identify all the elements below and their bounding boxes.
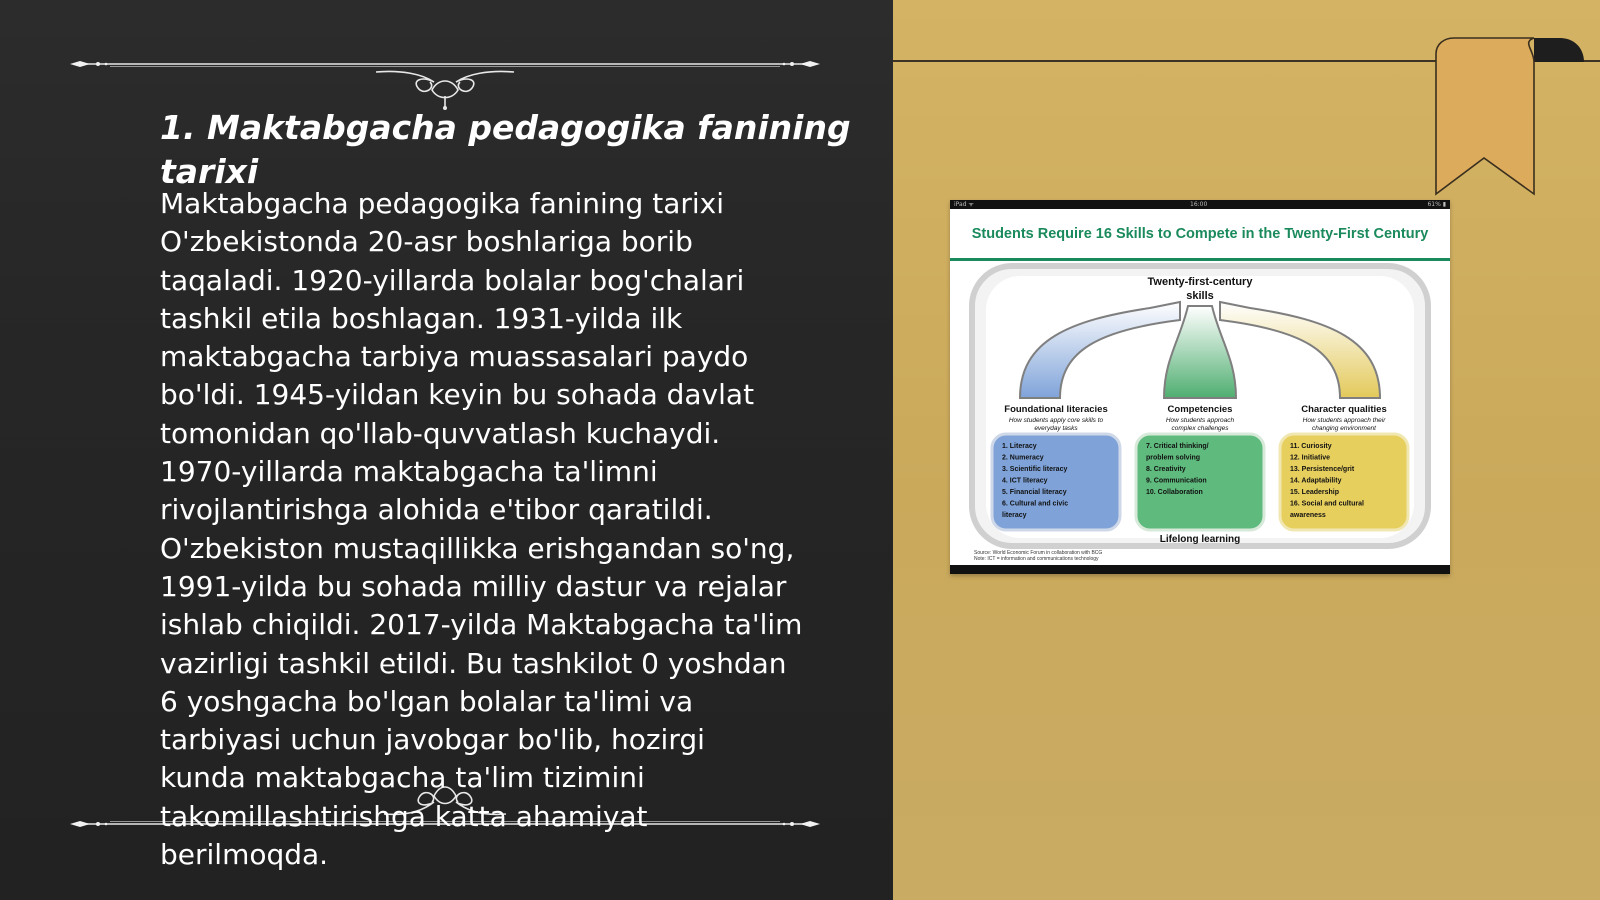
skills-infographic-image <box>950 200 1450 574</box>
skills-diagram <box>950 200 1450 574</box>
skill-list-item: literacy <box>1002 512 1027 519</box>
status-center-text: 16:00 <box>1190 201 1208 208</box>
column-subtitle-1: How students approach <box>1165 417 1235 424</box>
infographic-title: Students Require 16 Skills to Compete in the Twenty-First Century <box>971 226 1429 242</box>
skill-list-item: 8. Creativity <box>1146 466 1186 473</box>
skill-list-item: 15. Leadership <box>1290 489 1340 496</box>
skill-list-item: 12. Initiative <box>1290 454 1331 462</box>
column-heading: Character qualities <box>1301 404 1387 415</box>
skill-list-item: 6. Cultural and civic <box>1002 500 1069 508</box>
slide-body-text: Maktabgacha pedagogika fanining tarixi O'zbekistonda 20-asr boshlariga borib taqaladi. 1920-yillarda bolalar bog'chalari tashkil etila boshlagan. 1931-yilda ilk maktabgacha tarbiya muassasalari paydo bo'ldi. 1945-yildan keyin bu sohada davlat tomonidan qo'llab-quvvatlash kuchaydi. 1970-yillarda maktabgacha ta'limni rivojlantirishga alohida e'tibor qaratildi. O'zbekiston mustaqillikka erishgandan so'ng, 1991-yilda bu sohada milliy dastur va rejalar ishlab chiqildi. 2017-yilda Maktabgacha ta'lim vazirligi tashkil etildi. Bu tashkilot 0 yoshdan 6 yoshgacha bo'lgan bolalar ta'limi va tarbiyasi uchun javobgar bo'lib, hozirgi kunda maktabgacha ta'lim tizimini takomillashtirishga katta ahamiyat berilmoqda. <box>160 187 803 872</box>
skill-list-item: 7. Critical thinking/ <box>1146 443 1209 450</box>
slide-title: 1. Maktabgacha pedagogika fanining tarixi <box>160 108 851 191</box>
skill-list-item: 4. ICT literacy <box>1002 477 1048 485</box>
top-label-line-1: Twenty-first-century <box>1147 276 1253 288</box>
skill-list-item: 5. Financial literacy <box>1002 489 1067 496</box>
column-subtitle-2: complex challenges <box>1171 425 1229 432</box>
column-subtitle-2: changing environment <box>1312 425 1376 432</box>
column-heading: Competencies <box>1167 404 1233 415</box>
top-label-line-2: skills <box>1186 290 1214 302</box>
column-subtitle-1: How students apply core skills to <box>1008 417 1104 424</box>
skill-list-item: problem solving <box>1146 454 1201 462</box>
skill-list-item: 14. Adaptability <box>1290 477 1342 485</box>
column-subtitle-2: everyday tasks <box>1034 425 1078 432</box>
bookmark-ribbon-icon <box>1434 34 1584 204</box>
skill-list-item: 3. Scientific literacy <box>1002 466 1068 473</box>
bottom-label: Lifelong learning <box>1159 534 1241 545</box>
skill-list-item: 1. Literacy <box>1002 443 1037 450</box>
skill-list-item: 9. Communication <box>1146 477 1207 485</box>
skill-list-item: awareness <box>1290 512 1326 519</box>
image-bottom-bar <box>950 565 1450 574</box>
column-subtitle-1: How students approach their <box>1302 417 1386 424</box>
column-heading: Foundational literacies <box>1004 404 1108 415</box>
skill-list-item: 2. Numeracy <box>1002 454 1044 462</box>
skill-list-item: 16. Social and cultural <box>1290 500 1364 508</box>
status-left-text: iPad ᯤ <box>954 201 974 208</box>
source-note-1: Source: World Economic Forum in collaboration with BCG <box>974 550 1103 556</box>
source-note-2: Note: ICT = information and communications technology <box>974 556 1099 562</box>
flourish-ornament-top <box>372 66 518 110</box>
skill-list-item: 11. Curiosity <box>1290 443 1332 450</box>
status-right-text: 61% ▮ <box>1427 201 1446 208</box>
skill-list-item: 10. Collaboration <box>1146 489 1203 496</box>
skill-list-item: 13. Persistence/grit <box>1290 466 1355 473</box>
